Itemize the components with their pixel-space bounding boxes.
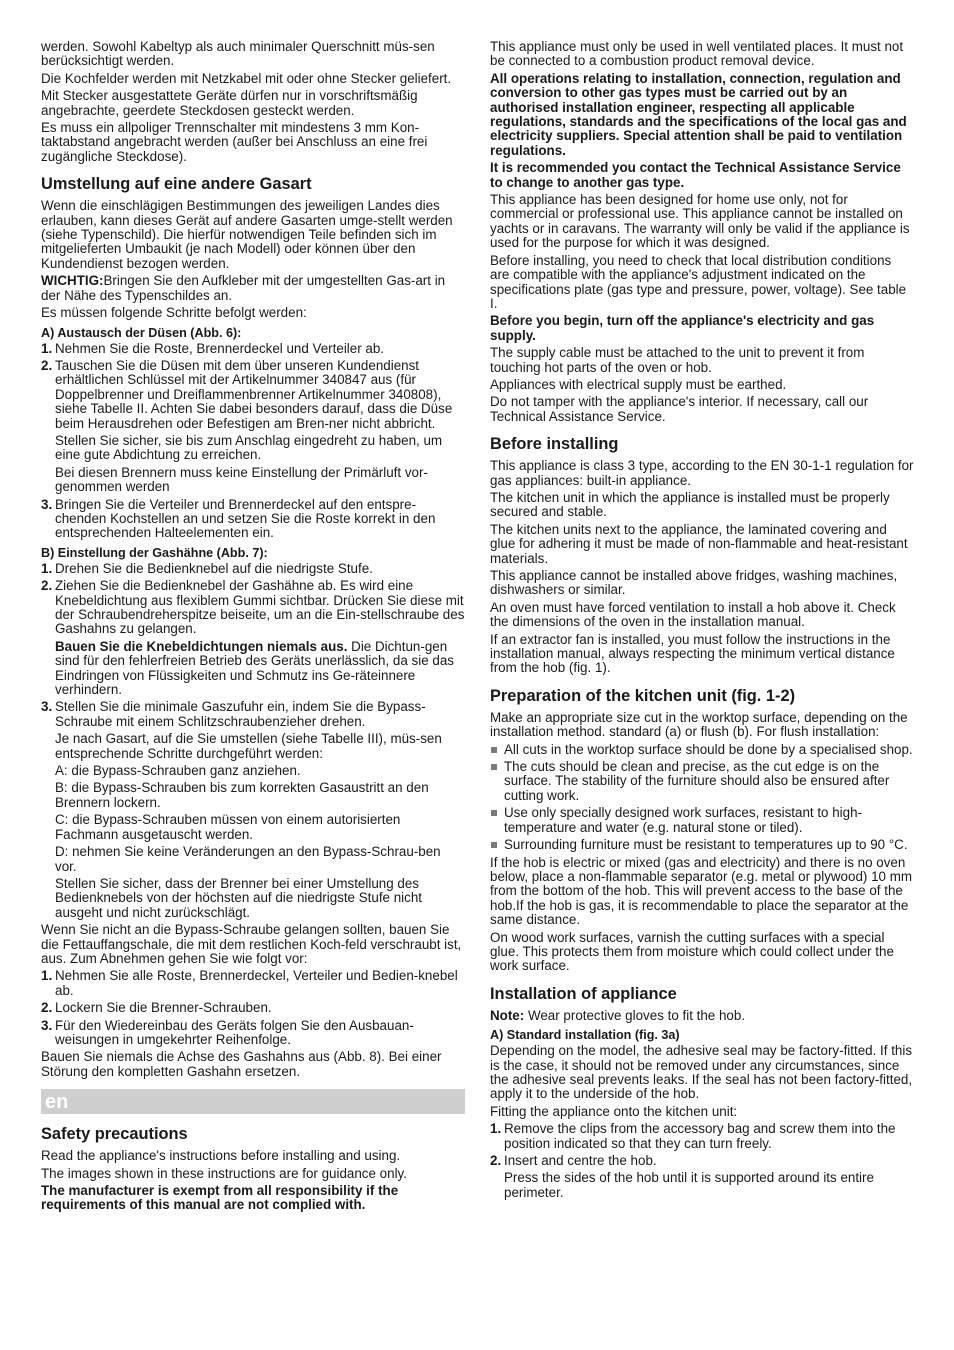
installation-heading: Installation of appliance xyxy=(490,984,677,1003)
note-paragraph xyxy=(490,1009,914,1023)
final-paragraph: Bauen Sie niemals die Achse des Gashahns aus (Abb. 8). Bei einer Störung den kompletten Gashahn ersetzen. xyxy=(41,1049,442,1079)
steps-intro: Es müssen folgende Schritte befolgt werden: xyxy=(41,305,307,321)
step-text: Drehen Sie die Bedienknebel auf die niedrigste Stufe. xyxy=(55,560,373,576)
seal-paragraph: Depending on the model, the adhesive seal may be factory-fitted. If this is the case, it should not be removed under any circumstances, since the adhesive seal prevents leaks. If the seal has not been factory-fitted, apply it to the underside of the hob. xyxy=(490,1043,913,1102)
step-note: C: die Bypass-Schrauben müssen von einem autorisierten Fachmann ausgetauscht werden. xyxy=(55,812,401,842)
step-text: Lockern Sie die Brenner-Schrauben. xyxy=(55,1000,272,1016)
step-number: 1. xyxy=(490,1121,502,1137)
list-item xyxy=(41,579,465,637)
list-item xyxy=(41,969,465,998)
bullet-square-icon xyxy=(491,747,497,753)
bullet-text: Use only specially designed work surfaces, resistant to high-temperature and water (e.g. natural stone or tiled). xyxy=(504,805,862,835)
step-number: 2. xyxy=(490,1153,502,1168)
left-column xyxy=(41,40,465,1216)
step-text: Bringen Sie die Verteiler und Brennerdeckel auf den entspre-chenden Kochstellen an und setzen Sie die Roste korrekt in den entsprechenden Halteelementen ein. xyxy=(55,496,436,541)
standard-installation-heading: A) Standard installation (fig. 3a) xyxy=(490,1028,680,1043)
step-number: 2. xyxy=(41,357,53,373)
home-use-paragraph: This appliance has been designed for home use only, not for commercial or professional use. This appliance cannot be installed on yachts or in caravans. The warranty will only be valid if the appliance is used for the purpose for which it was designed. xyxy=(490,192,910,251)
earth-paragraph: Appliances with electrical supply must be earthed. xyxy=(490,376,787,392)
step-text: Nehmen Sie die Roste, Brennerdeckel und Verteiler ab. xyxy=(55,340,385,356)
note-text: Wear protective gloves to fit the hob. xyxy=(524,1007,746,1023)
wichtig-label: WICHTIG: xyxy=(41,273,104,289)
before-paragraph: The kitchen unit in which the appliance is installed must be properly secured and stable. xyxy=(490,489,890,520)
wichtig-paragraph xyxy=(41,274,465,303)
bullet-text: The cuts should be clean and precise, as the cut edge is on the surface. The stability of the furniture should also be ensured after cutting work. xyxy=(504,759,890,803)
step-text: Tauschen Sie die Düsen mit dem über unseren Kundendienst erhältlichen Schlüssel mit der Artikelnummer 340847 aus (für Doppelbrenner und Dreiflammenbrenner Artikelnummer 340808), siehe Tabelle II. Achten Sie dabei besonders darauf, dass die Düse beim Herausdrehen oder Befestigen am Bren-ner nicht abbricht. xyxy=(55,357,453,431)
installation-warning: All operations relating to installation, connection, regulation and conversion to other gas types must be carried out by an authorised installation engineer, respecting all applicable regulations, standards and the specifications of the local gas and electricity suppliers. Special attention shall be paid to ventilation regulations. xyxy=(490,70,907,158)
list-item xyxy=(41,359,465,431)
step-text: Für den Wiedereinbau des Geräts folgen Sie den Ausbauan-weisungen in umgekehrter Reihenfolge. xyxy=(55,1017,414,1047)
list-item xyxy=(41,1019,465,1048)
before-installing-heading: Before installing xyxy=(490,435,619,454)
list-item xyxy=(41,1001,465,1015)
list-item xyxy=(490,1154,914,1168)
before-paragraph: The kitchen units next to the appliance, the laminated covering and glue for adhering it must be made of non-flammable and heat-resistant materials. xyxy=(490,521,908,566)
assistance-warning: It is recommended you contact the Technical Assistance Service to change to another gas type. xyxy=(490,160,901,190)
step-note: A: die Bypass-Schrauben ganz anziehen. xyxy=(55,763,301,779)
gas-conversion-heading: Umstellung auf eine andere Gasart xyxy=(41,175,312,194)
list-item xyxy=(490,838,914,852)
language-bar xyxy=(41,1089,465,1114)
step-text: Insert and centre the hob. xyxy=(504,1153,657,1168)
before-paragraph: An oven must have forced ventilation to install a hob above it. Check the dimensions of the oven in the installation manual. xyxy=(490,599,896,630)
note-label: Note: xyxy=(490,1007,525,1023)
safety-disclaimer: The manufacturer is exempt from all responsibility if the requirements of this manual are not complied with. xyxy=(41,1183,399,1213)
step-number: 1. xyxy=(41,560,53,576)
gas-tap-heading: B) Einstellung der Gashähne (Abb. 7): xyxy=(41,545,268,560)
step-note: Stellen Sie sicher, dass der Brenner bei einer Umstellung des Bedienknebels von der höchsten auf die niedrigste Stufe nicht ausgeht und nicht zurückschlägt. xyxy=(55,875,423,920)
nozzle-heading: A) Austausch der Düsen (Abb. 6): xyxy=(41,325,242,340)
before-paragraph: If an extractor fan is installed, you must follow the instructions in the installation manual, always respecting the minimum vertical distance from the hob (fig. 1). xyxy=(490,631,895,676)
list-item xyxy=(41,342,465,356)
step-text: Ziehen Sie die Bedienknebel der Gashähne ab. Es wird eine Knebeldichtung aus flexiblem Gummi sichtbar. Drücken Sie diese mit der Schraubendreherspitze beiseite, um an die Ein-stellschraube des Gashahns zu gelangen. xyxy=(55,578,465,637)
safety-paragraph: Read the appliance's instructions before installing and using. xyxy=(41,1148,401,1164)
preparation-heading: Preparation of the kitchen unit (fig. 1-2) xyxy=(490,686,796,705)
step-note xyxy=(41,640,465,698)
list-item xyxy=(41,562,465,576)
intro-paragraph: Es muss ein allpoliger Trennschalter mit mindestens 3 mm Kon-taktabstand angebracht werden (außer bei Anschluss an eine frei zugängliche Steckdose). xyxy=(41,120,428,164)
intro-paragraph: Mit Stecker ausgestattete Geräte dürfen nur in vorschriftsmäßig angebrachte, geerdete Steckdosen gesteckt werden. xyxy=(41,88,418,118)
step-number: 1. xyxy=(41,340,53,356)
distribution-paragraph: Before installing, you need to check that local distribution conditions are compatible with the appliance's adjustment indicated on the specifications plate (gas type and pressure, power, voltage). See table I. xyxy=(490,252,907,311)
list-item xyxy=(490,1122,914,1151)
bullet-square-icon xyxy=(491,764,497,770)
step-number: 2. xyxy=(41,1000,53,1016)
bypass-paragraph: Wenn Sie nicht an die Bypass-Schraube gelangen sollten, bauen Sie die Fettauffangschale, die mit dem restlichen Koch-feld verschraubt ist, aus. Zum Abnehmen gehen Sie wie folgt vor: xyxy=(41,922,462,966)
list-item xyxy=(41,498,465,541)
before-paragraph: This appliance is class 3 type, according to the EN 30-1-1 regulation for gas appliances: built-in appliance. xyxy=(490,458,914,488)
fitting-intro: Fitting the appliance onto the kitchen unit: xyxy=(490,1103,738,1119)
step-number: 3. xyxy=(41,699,53,715)
step-number: 2. xyxy=(41,578,53,594)
step-number: 3. xyxy=(41,1017,53,1033)
list-item xyxy=(490,743,914,757)
safety-paragraph: The images shown in these instructions are for guidance only. xyxy=(41,1165,407,1181)
safety-heading: Safety precautions xyxy=(41,1125,188,1144)
bullet-text: All cuts in the worktop surface should be done by a specialised shop. xyxy=(504,741,913,757)
step-note: Stellen Sie sicher, sie bis zum Anschlag eingedreht zu haben, um eine gute Abdichtung zu erreichen. xyxy=(55,432,443,463)
power-off-warning: Before you begin, turn off the appliance's electricity and gas supply. xyxy=(490,313,875,343)
list-item xyxy=(41,700,465,729)
step-text: Remove the clips from the accessory bag and screw them into the position indicated so that they can turn freely. xyxy=(504,1121,896,1151)
intro-paragraph: werden. Sowohl Kabeltyp als auch minimaler Querschnitt müs-sen berücksichtigt werden. xyxy=(41,39,435,69)
varnish-paragraph: On wood work surfaces, varnish the cutting surfaces with a special glue. This protects them from moisture which could collect under the work surface. xyxy=(490,929,894,974)
step-text: Nehmen Sie alle Roste, Brennerdeckel, Verteiler und Bedien-knebel ab. xyxy=(55,968,458,998)
step-note: B: die Bypass-Schrauben bis zum korrekten Gasaustritt an den Brennern lockern. xyxy=(55,780,429,810)
step-note: D: nehmen Sie keine Veränderungen an den Bypass-Schrau-ben vor. xyxy=(55,844,441,874)
step-text: Stellen Sie die minimale Gaszufuhr ein, indem Sie die Bypass-Schraube mit einem Schlitzschraubenzieher drehen. xyxy=(55,699,426,729)
gas-paragraph: Wenn die einschlägigen Bestimmungen des jeweiligen Landes dies erlauben, kann dieses Gerät auf andere Gasarten umge-stellt werden (siehe Typenschild). Die hierfür notwendigen Teile befinden sich im mitgelieferten Umbaukit (je nach Modell) oder können über den Kundendienst bezogen werden. xyxy=(41,198,453,271)
list-item xyxy=(490,806,914,835)
bullet-square-icon xyxy=(491,842,497,848)
separator-paragraph: If the hob is electric or mixed (gas and electricity) and there is no oven below, place a non-flammable separator (e.g. metal or plywood) 10 mm from the bottom of the hob. This will prevent access to the base of the hob.If the hob is gas, it is recommendable to place the separator at the same distance. xyxy=(490,854,913,928)
bullet-text: Surrounding furniture must be resistant to temperatures up to 90 °C. xyxy=(504,837,908,853)
step-note: Je nach Gasart, auf die Sie umstellen (siehe Tabelle III), müs-sen entsprechende Schritte durchgeführt werden: xyxy=(55,731,442,761)
cable-paragraph: The supply cable must be attached to the unit to prevent it from touching hot parts of the oven or hob. xyxy=(490,345,865,375)
tamper-paragraph: Do not tamper with the appliance's interior. If necessary, call our Technical Assistance Service. xyxy=(490,394,869,424)
step-number: 3. xyxy=(41,496,53,512)
step-number: 1. xyxy=(41,968,53,984)
bullet-square-icon xyxy=(491,810,497,816)
language-label: en xyxy=(45,1091,69,1114)
list-item xyxy=(490,760,914,803)
before-paragraph: This appliance cannot be installed above fridges, washing machines, dishwashers or similar. xyxy=(490,568,898,598)
step-note: Press the sides of the hob until it is supported around its entire perimeter. xyxy=(504,1170,874,1200)
preparation-paragraph: Make an appropriate size cut in the worktop surface, depending on the installation method. standard (a) or flush (b). For flush installation: xyxy=(490,709,908,740)
warning-text: Bauen Sie die Knebeldichtungen niemals aus. xyxy=(55,638,348,654)
right-column xyxy=(490,40,914,1203)
note-text: Die Dichtun-gen sind für den fehlerfreien Betrieb des Geräts unerlässlich, da sie das Eindringen von Flüssigkeiten und Schmutz ins Ge-räteinnere verhindern. xyxy=(55,638,454,698)
wichtig-text: Bringen Sie den Aufkleber mit der umgestellten Gas-art in der Nähe des Typenschildes an. xyxy=(41,273,446,303)
ventilation-paragraph: This appliance must only be used in well ventilated places. It must not be connected to a combustion product removal device. xyxy=(490,39,904,69)
intro-paragraph: Die Kochfelder werden mit Netzkabel mit oder ohne Stecker geliefert. xyxy=(41,70,452,86)
step-note: Bei diesen Brennern muss keine Einstellung der Primärluft vor-genommen werden xyxy=(55,464,428,495)
